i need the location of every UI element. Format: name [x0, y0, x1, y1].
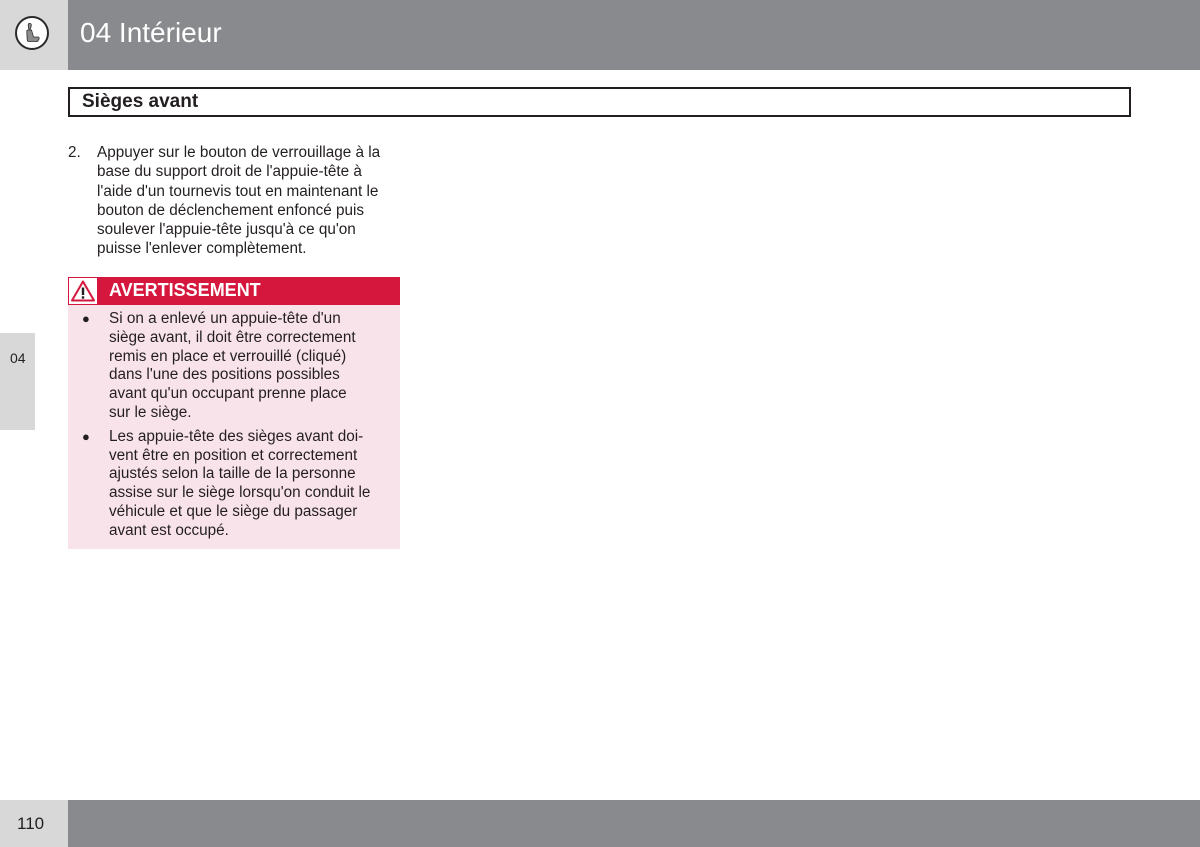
bullet: ●	[82, 428, 90, 444]
warning-line: ajustés selon la taille de la personne	[109, 465, 356, 483]
warning-line: vent être en position et correctement	[109, 446, 358, 464]
warning-item	[80, 310, 398, 423]
warning-line: siège avant, il doit être correctement	[109, 328, 356, 346]
section-title: Sièges avant	[82, 91, 199, 112]
footer-bar	[68, 800, 1200, 847]
warning-line: avant qu'un occupant prenne place	[109, 385, 347, 403]
bullet: ●	[82, 311, 90, 326]
warning-line: dans l'une des positions possibles	[109, 366, 340, 384]
page-number: 110	[17, 814, 45, 833]
warning-list	[80, 310, 398, 546]
instruction-steps	[68, 143, 403, 259]
warning-item	[80, 428, 398, 541]
warning-header	[68, 277, 400, 305]
warning-line: avant est occupé.	[109, 521, 229, 539]
warning-line: remis en place et verrouillé (cliqué)	[109, 347, 347, 365]
warning-line: Si on a enlevé un appuie-tête d'un	[109, 310, 341, 327]
header-icon-panel	[0, 0, 68, 70]
step-item	[68, 143, 403, 259]
step-number: 2.	[68, 144, 81, 161]
step-line: l'aide d'un tournevis tout en maintenant le	[97, 182, 379, 200]
step-line: puisse l'enlever complètement.	[97, 240, 307, 258]
footer-page-panel	[0, 800, 68, 847]
section-heading-box	[68, 87, 1131, 117]
header-bar	[68, 0, 1200, 70]
warning-line: assise sur le siège lorsqu'on conduit le	[109, 484, 371, 502]
warning-line: sur le siège.	[109, 403, 192, 421]
side-tab-label: 04	[10, 350, 26, 366]
chapter-title: 04 Intérieur	[80, 17, 222, 48]
step-line: Appuyer sur le bouton de verrouillage à la	[97, 144, 381, 161]
warning-box	[68, 277, 400, 549]
warning-line: véhicule et que le siège du passager	[109, 502, 358, 520]
step-line: base du support droit de l'appuie-tête à	[97, 163, 362, 181]
step-line: bouton de déclenchement enfoncé puis	[97, 201, 365, 219]
warning-triangle-icon	[68, 277, 98, 305]
chapter-side-tab	[0, 333, 35, 430]
step-line: soulever l'appuie-tête jusqu'à ce qu'on	[97, 221, 356, 239]
warning-title: AVERTISSEMENT	[109, 280, 261, 300]
seat-icon	[15, 16, 49, 50]
warning-line: Les appuie-tête des sièges avant doi-	[109, 427, 364, 445]
